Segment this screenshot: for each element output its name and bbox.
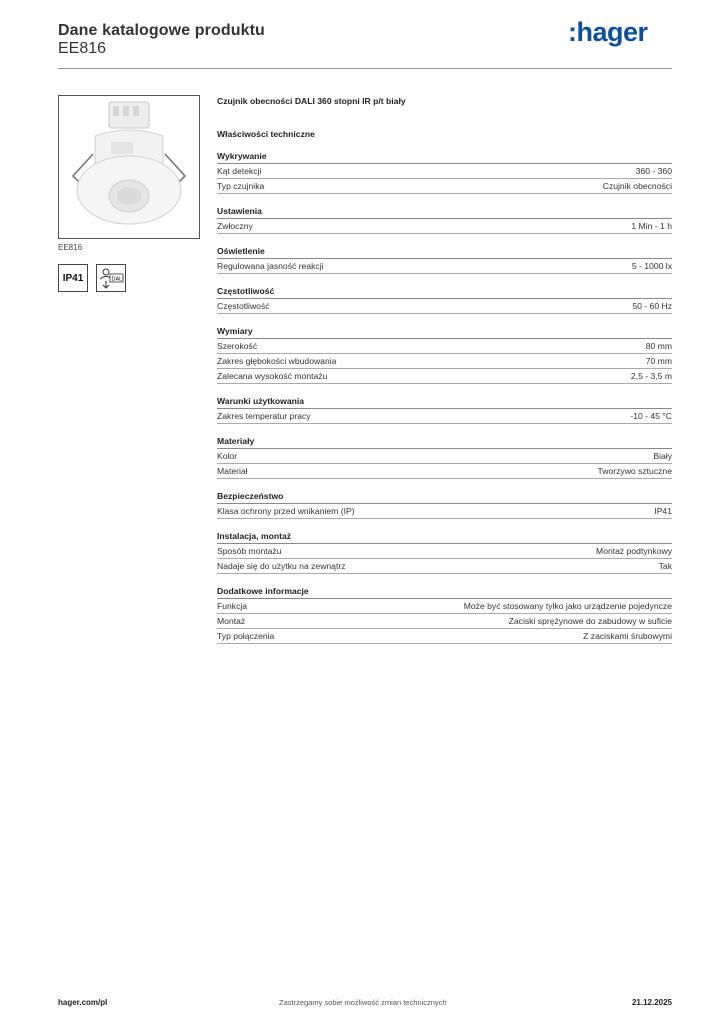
spec-row bbox=[217, 164, 672, 179]
spec-row bbox=[217, 614, 672, 629]
spec-row bbox=[217, 299, 672, 314]
spec-value: 1 Min - 1 h bbox=[631, 221, 672, 231]
spec-section bbox=[217, 326, 672, 384]
spec-value: Z zaciskami śrubowymi bbox=[583, 631, 672, 641]
spec-label: Funkcja bbox=[217, 601, 248, 611]
spec-label: Montaż bbox=[217, 616, 246, 626]
spec-row bbox=[217, 354, 672, 369]
dali-label: DALI bbox=[111, 276, 124, 283]
spec-label: Kąt detekcji bbox=[217, 166, 262, 176]
spec-value: Zaciski sprężynowe do zabudowy w suficie bbox=[508, 616, 672, 626]
dali-icon bbox=[97, 265, 125, 291]
spec-label: Typ połączenia bbox=[217, 631, 275, 641]
spec-value: Tworzywo sztuczne bbox=[597, 466, 672, 476]
spec-value: 360 - 360 bbox=[635, 166, 672, 176]
spec-row bbox=[217, 504, 672, 519]
spec-row bbox=[217, 259, 672, 274]
spec-section bbox=[217, 531, 672, 574]
spec-label: Materiał bbox=[217, 466, 248, 476]
spec-value: 50 - 60 Hz bbox=[632, 301, 672, 311]
section-title: Warunki użytkowania bbox=[217, 396, 672, 409]
spec-label: Nadaje się do użytku na zewnątrz bbox=[217, 561, 346, 571]
spec-value: Tak bbox=[658, 561, 672, 571]
spec-row bbox=[217, 219, 672, 234]
spec-value: 2,5 - 3,5 m bbox=[630, 371, 672, 381]
section-title: Wykrywanie bbox=[217, 151, 672, 164]
spec-section bbox=[217, 491, 672, 519]
spec-label: Szerokość bbox=[217, 341, 258, 351]
spec-value: -10 - 45 °C bbox=[630, 411, 672, 421]
section-title: Ustawienia bbox=[217, 206, 672, 219]
section-title: Instalacja, montaż bbox=[217, 531, 672, 544]
spec-value: 80 mm bbox=[645, 341, 672, 351]
product-image bbox=[58, 95, 200, 239]
footer-date: 21.12.2025 bbox=[631, 998, 672, 1007]
section-title: Częstotliwość bbox=[217, 286, 672, 299]
ip-rating-badge: IP41 bbox=[58, 264, 88, 292]
section-title: Wymiary bbox=[217, 326, 672, 339]
dali-badge bbox=[96, 264, 126, 292]
spec-value: Biały bbox=[653, 451, 672, 461]
spec-section bbox=[217, 246, 672, 274]
spec-label: Kolor bbox=[217, 451, 238, 461]
spec-sections bbox=[217, 151, 672, 644]
hager-logo: :hager bbox=[568, 17, 648, 47]
footer-website: hager.com/pl bbox=[58, 998, 108, 1007]
spec-label: Zakres głębokości wbudowania bbox=[217, 356, 337, 366]
product-code: EE816 bbox=[58, 40, 107, 57]
spec-section bbox=[217, 436, 672, 479]
footer-notice: Zastrzegamy sobie możliwość zmian technicznych bbox=[279, 998, 447, 1007]
section-title: Dodatkowe informacje bbox=[217, 586, 672, 599]
section-title: Oświetlenie bbox=[217, 246, 672, 259]
spec-section bbox=[217, 286, 672, 314]
product-name: Czujnik obecności DALI 360 stopni IR p/t biały bbox=[217, 96, 406, 106]
spec-row bbox=[217, 339, 672, 354]
spec-panel bbox=[217, 96, 672, 644]
spec-label: Regulowana jasność reakcji bbox=[217, 261, 324, 271]
spec-label: Zakres temperatur pracy bbox=[217, 411, 311, 421]
spec-row bbox=[217, 559, 672, 574]
spec-label: Częstotliwość bbox=[217, 301, 270, 311]
spec-label: Klasa ochrony przed wnikaniem (IP) bbox=[217, 506, 355, 516]
spec-value: 70 mm bbox=[645, 356, 672, 366]
spec-label: Sposób montażu bbox=[217, 546, 282, 556]
header-divider bbox=[58, 68, 672, 69]
spec-value: Może być stosowany tylko jako urządzenie pojedyncze bbox=[463, 601, 672, 611]
spec-row bbox=[217, 369, 672, 384]
spec-section bbox=[217, 396, 672, 424]
spec-label: Typ czujnika bbox=[217, 181, 265, 191]
spec-row bbox=[217, 449, 672, 464]
spec-row bbox=[217, 179, 672, 194]
section-title: Bezpieczeństwo bbox=[217, 491, 672, 504]
spec-row bbox=[217, 629, 672, 644]
spec-row bbox=[217, 464, 672, 479]
spec-value: Czujnik obecności bbox=[602, 181, 672, 191]
image-caption: EE816 bbox=[58, 243, 83, 252]
spec-label: Zalecana wysokość montażu bbox=[217, 371, 328, 381]
spec-label: Zwłoczny bbox=[217, 221, 253, 231]
spec-section bbox=[217, 151, 672, 194]
spec-row bbox=[217, 409, 672, 424]
spec-row bbox=[217, 544, 672, 559]
spec-section bbox=[217, 586, 672, 644]
spec-value: Montaż podtynkowy bbox=[596, 546, 672, 556]
page-title: Dane katalogowe produktu bbox=[58, 22, 265, 39]
section-title: Materiały bbox=[217, 436, 672, 449]
spec-section bbox=[217, 206, 672, 234]
spec-value: IP41 bbox=[654, 506, 672, 516]
sensor-illustration bbox=[59, 96, 199, 238]
spec-row bbox=[217, 599, 672, 614]
spec-heading: Właściwości techniczne bbox=[217, 129, 315, 139]
spec-value: 5 - 1000 lx bbox=[631, 261, 672, 271]
